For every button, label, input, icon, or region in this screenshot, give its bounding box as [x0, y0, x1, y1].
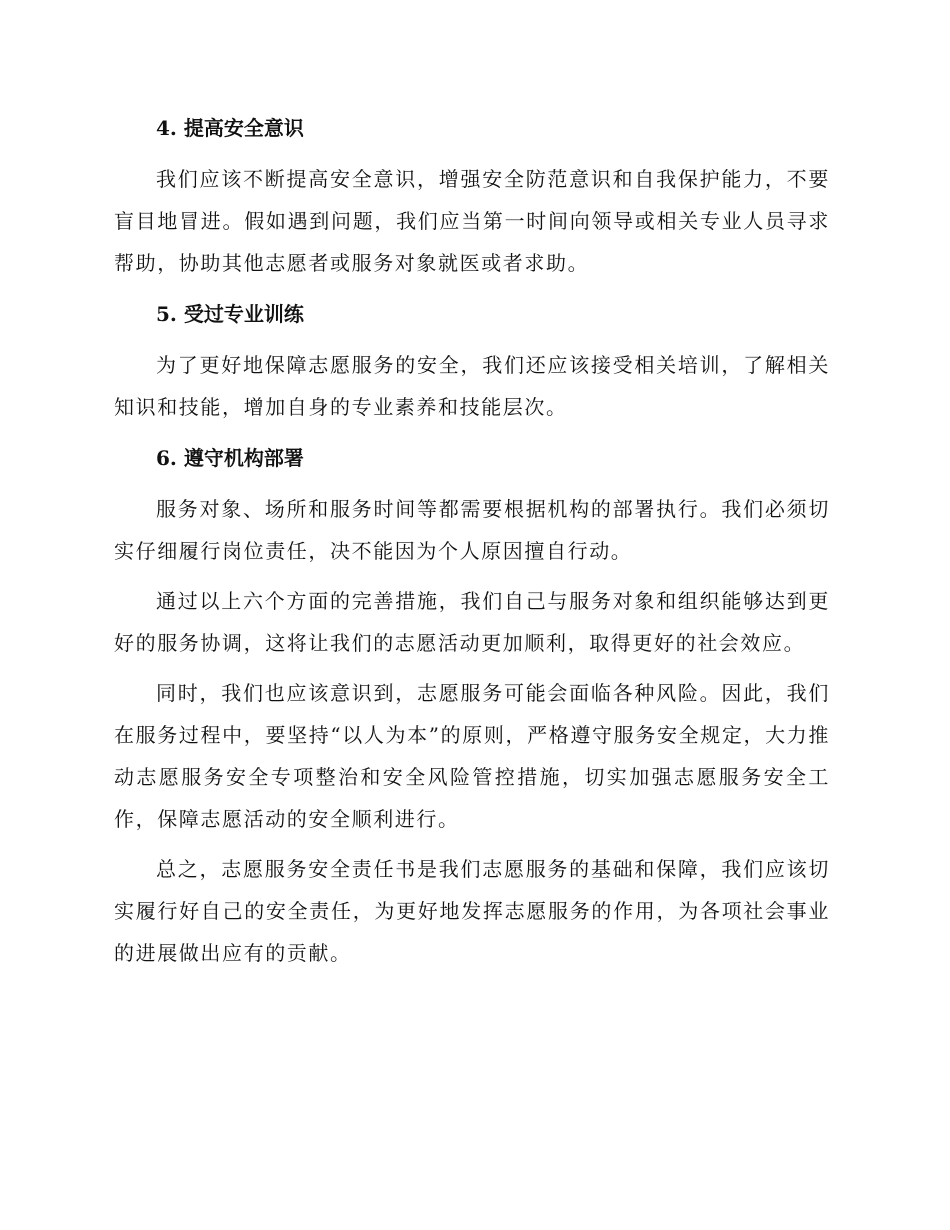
section-paragraph-5: 为了更好地保障志愿服务的安全，我们还应该接受相关培训，了解相关知识和技能，增加自身的专业素养和技能层次。: [114, 353, 830, 419]
document-body: [114, 108, 830, 974]
closing-paragraph-1: 通过以上六个方面的完善措施，我们自己与服务对象和组织能够达到更好的服务协调，这将让我们的志愿活动更加顺利，取得更好的社会效应。: [114, 589, 830, 655]
closing-paragraph-3: 总之，志愿服务安全责任书是我们志愿服务的基础和保障，我们应该切实履行好自己的安全责任，为更好地发挥志愿服务的作用，为各项社会事业的进展做出应有的贡献。: [114, 857, 830, 965]
section-heading-6: 6. 遵守机构部署: [156, 446, 304, 470]
section-heading-5: 5. 受过专业训练: [156, 302, 304, 326]
section-paragraph-6: 服务对象、场所和服务时间等都需要根据机构的部署执行。我们必须切实仔细履行岗位责任，决不能因为个人原因擅自行动。: [114, 497, 830, 563]
section-heading-4: 4. 提高安全意识: [156, 116, 304, 140]
closing-paragraph-2: 同时，我们也应该意识到，志愿服务可能会面临各种风险。因此，我们在服务过程中，要坚持“以人为本”的原则，严格遵守服务安全规定，大力推动志愿服务安全专项整治和安全风险管控措施，切实加强志愿服务安全工作，保障志愿活动的安全顺利进行。: [114, 681, 830, 831]
section-paragraph-4: 我们应该不断提高安全意识，增强安全防范意识和自我保护能力，不要盲目地冒进。假如遇到问题，我们应当第一时间向领导或相关专业人员寻求帮助，协助其他志愿者或服务对象就医或者求助。: [114, 167, 830, 275]
